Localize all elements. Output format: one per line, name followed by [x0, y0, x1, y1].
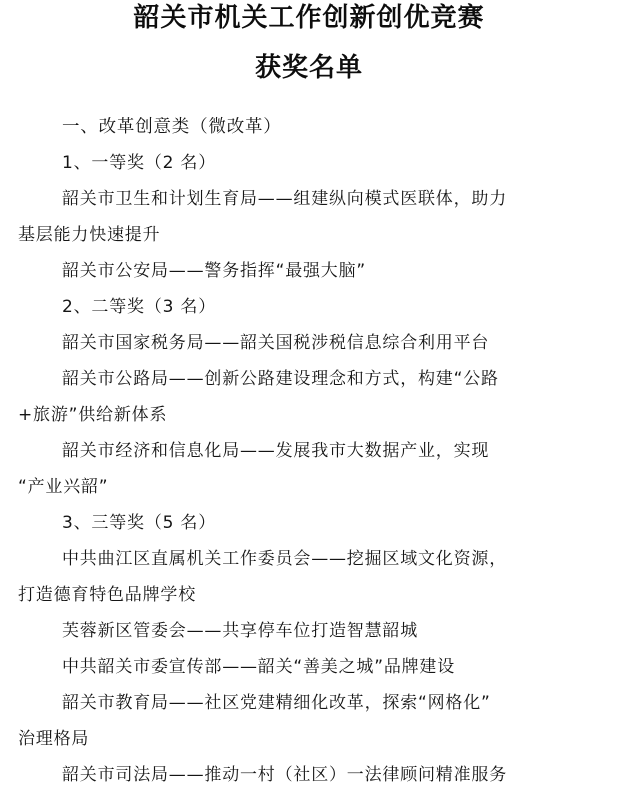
- award-entry: 韶关市教育局——社区党建精细化改革，探索“网格化”: [62, 693, 491, 713]
- award-entry: 韶关市经济和信息化局——发展我市大数据产业，实现: [62, 441, 490, 461]
- award-entry: 韶关市卫生和计划生育局——组建纵向模式医联体，助力: [62, 189, 507, 209]
- award-level-heading: 2、二等奖（3 名）: [62, 297, 217, 317]
- award-entry-continuation: 基层能力快速提升: [18, 225, 161, 245]
- award-entry: 中共韶关市委宣传部——韶关“善美之城”品牌建设: [62, 657, 456, 677]
- section-heading: 一、改革创意类（微改革）: [62, 117, 282, 137]
- award-entry: 芙蓉新区管委会——共享停车位打造智慧韶城: [62, 621, 418, 641]
- award-entry: 韶关市国家税务局——韶关国税涉税信息综合利用平台: [62, 333, 490, 353]
- award-level-heading: 1、一等奖（2 名）: [62, 153, 217, 173]
- document-title: 韶关市机关工作创新创优竞赛: [133, 3, 485, 33]
- award-entry: 韶关市公路局——创新公路建设理念和方式，构建“公路: [62, 369, 499, 389]
- award-entry-continuation: 治理格局: [18, 729, 90, 749]
- award-level-heading: 3、三等奖（5 名）: [62, 513, 217, 533]
- award-entry-continuation: “产业兴韶”: [18, 477, 109, 497]
- award-entry: 韶关市公安局——警务指挥“最强大脑”: [62, 261, 367, 281]
- award-entry: 韶关市司法局——推动一村（社区）一法律顾问精准服务: [62, 765, 507, 785]
- award-entry: 中共曲江区直属机关工作委员会——挖掘区域文化资源，: [62, 549, 507, 569]
- award-entry-continuation: +旅游”供给新体系: [18, 405, 168, 425]
- award-entry-continuation: 打造德育特色品牌学校: [18, 585, 196, 605]
- document-subtitle: 获奖名单: [254, 53, 363, 83]
